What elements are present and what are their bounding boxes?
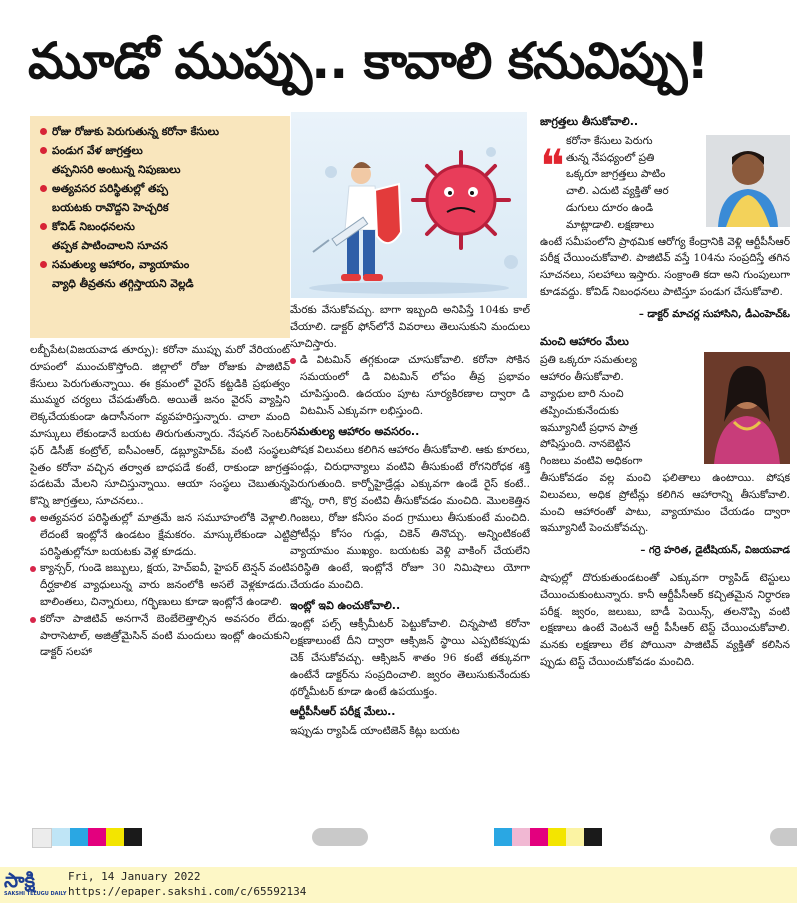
doctor-signature-line: – డాక్టర్ మాచర్ల సుహాసిని, డీఎంహెచ్ఓ [638,308,790,320]
highlight-line: అత్యవసర పరిస్థితుల్లో తప్ప [52,182,168,195]
registration-pill [312,828,368,846]
quote-line: డుగులు దూరం ఉండి [566,201,654,214]
highlight-line: సమతుల్య ఆహారం, వ్యాయామం [52,258,190,271]
article-paragraph: ఇంట్లో పల్స్ ఆక్సీమీటర్ పెట్టుకోవాలి. చిన్నపాటి కరోనా లక్షణాలుంటే దీని ద్వారా ఆక్సిజన్ స్థాయి ఎప్పటికప్పుడు చెక్ చేసుకోవచ్చు. ఆక్సిజన్ శాతం 96 కంటే తక్కువగా ఉంటేనే డాక్టర్‌ను సంప్రదించాలి. జ్వరం తెలుసుకునేందుకు థర్మోమీటర్ కూడా ఉంటే ఉపయుక్తం. [290,618,530,698]
syringe-icon [313,217,368,252]
subheading: సమతుల్య ఆహారం అవసరం.. [290,424,420,438]
quote-line: కరోనా కేసులు పెరుగు [566,134,653,147]
ground-shadow [309,282,509,294]
highlight-item [38,141,282,179]
small-virus-icon [325,166,337,178]
quote-block [540,133,790,234]
color-swatch [566,828,584,846]
color-swatch [52,828,70,846]
color-swatch [106,828,124,846]
quote-line: ఆహారం తీసుకోవాలి. [540,371,624,384]
epaper-url[interactable]: https://epaper.sakshi.com/c/65592134 [68,885,307,898]
highlight-line: తప్పక పాటించాలని సూచన [52,239,168,252]
highlight-item [38,217,282,255]
quote-line: తున్న నేపధ్యంలో ప్రతి [566,151,655,164]
article-paragraph: లబ్బీపేట(విజయవాడ తూర్పు): కరోనా ముప్పు మరో వేరియంట్ రూపంలో ముంచుకొస్తోంది. జిల్లాలో రోజు రోజుకు పాజిటివ్ కేసులు పెరుగుతున్నాయి. ఈ క్రమంలో వైరస్ కట్టడికి ప్రభుత్వం ముమ్మర చర్యలు చేపడుతోంది. అయితే జనం వైరస్ వ్యాప్తిని లెక్కచేయకుండా ఉదాసీనంగా వ్యవహరిస్తున్నారు. చాలా మంది మాస్కులు లేకుండానే బయట తిరుగుతున్నారు. నేషనల్ సెంటర్ ఫర్ డిసీజ్ కంట్రోల్, ఐసీఎంఆర్, డబ్ల్యూహెచ్ఓ వంటి సంస్థలు సైతం కరోనా వచ్చిన తర్వాత బాధపడే కంటే, రాకుండా జాగ్రత్త పడటమే మేలని సూచిస్తున్నాయి. ఆయా సంస్థలు చెబుతున్న కొన్ని జాగ్రత్తలు, సూచనలు.. [30,344,290,508]
article-column-3 [540,110,790,822]
highlight-line: కోవిడ్ నిబంధనలను [52,220,135,233]
doctor-photo [706,135,790,227]
article-bullet: కరోనా పాజిటివ్ అనగానే బెంబేలెత్తాల్సిన అవసరం లేదు. పారాసెటాల్, అజిత్రోమైసిన్ వంటి మందులు ఇంట్లో ఉంచుకుని డాక్టర్ సలహా [30,611,290,661]
dietitian-signature-line: – గర్రె హరిత, డైటీషియన్, విజయవాడ [640,545,790,557]
quote-line: వ్యాధుల బారి నుంచి [540,387,624,400]
article-paragraph: పోషక విలువలు కలిగిన ఆహారం తీసుకోవాలి. ఆకు కూరలు, పండ్లు, చిరుధాన్యాలు వంటివి తీసుకుంటే రోగనిరోధక శక్తి పెరుగుతుంది. కార్బోహైడ్రేడ్లు ఎక్కువగా ఉండే రైస్ కంటే.. జొన్న, రాగి, కొర్ర వంటివి తీసుకోవడం మంచిది. మొలకెత్తిన గింజలు, రోజు కనీసం వంద గ్రాములు తీసుకుంటే మంచిది. ప్రోటీన్లు కోసం గుడ్లు, చికెన్ తినొచ్చు. అన్నింటికంటే వ్యాయామం ముఖ్యం. బయటకు వెళ్లి వాకింగ్ చేయలేని పరిస్థితి ఉంటే, ఇంట్లోనే రోజూ 30 నిమిషాలు యోగా చేయడం మంచిది. [290,444,530,591]
quote-line: ఒక్కరూ జాగ్రత్తలు పాటిం [566,168,666,181]
quote-line: ప్రతి ఒక్కరూ సమతుల్య [540,354,637,367]
color-swatch [530,828,548,846]
color-registration-marks [494,828,602,846]
quote-line: తప్పించుకునేందుకు [540,404,619,417]
article-paragraph: ఉంటే సమీపంలోని ప్రాథమిక ఆరోగ్య కేంద్రానికి వెళ్లి ఆర్టీపీసీఆర్ పరీక్ష చేయించుకోవాలి. పాజిటివ్ వస్తే 104ను సంప్రదిస్తే తగిన సూచనలు, సలహాలు ఇస్తారు. సంక్రాంతి కదా అని గుంపులుగా కూడవద్దు. కోవిడ్ నిబంధనలు పాటిస్తూ పండుగ చేసుకోవాలి. [540,235,790,298]
quote-block [540,352,790,470]
color-registration-marks [32,828,142,848]
color-swatch [88,828,106,846]
virus-fight-graphic [291,112,527,298]
article-paragraph: మేరకు వేసుకోవచ్చు. బాగా ఇబ్బంది అనిపిస్తే 104కు కాల్ చేయాలి. డాక్టర్ ఫోన్‌లోనే వివరాలు తెలుసుకుని మందులు సూచిస్తారు. [290,304,530,350]
highlight-line: బయటకు రావొద్దని హెచ్చరిక [52,201,169,214]
subheading: ఇంట్లో ఇవి ఉంచుకోవాలి.. [290,598,401,612]
quote-mark-icon: ❝ [540,139,565,193]
color-swatch [548,828,566,846]
highlight-line: వ్యాధి తీవ్రతను తగ్గిస్తాయని వెల్లడి [52,277,194,290]
color-swatch [494,828,512,846]
highlights-box [30,116,290,338]
article-paragraph: తీసుకోవడం వల్ల మంచి ఫలితాలు ఉంటాయి. పోషక విలువలు, అధిక ప్రోటీన్లు కలిగిన ఆహారాన్ని తీసుకోవాలి. మంచి ఆహారంతో పాటు, వ్యాయామం చేయడం ద్వారా ఇమ్యూనిటీ పెంచుకోవచ్చు. [540,471,790,535]
small-virus-icon [504,255,518,269]
virus-fight-illustration [291,112,527,298]
sakshi-logo[interactable] [4,868,67,899]
footer-info [68,869,468,901]
color-swatch [70,828,88,846]
dietitian-photo [704,352,790,464]
small-virus-icon [486,147,496,157]
highlight-item [38,179,282,217]
publication-date: Fri, 14 January 2022 [68,870,201,883]
article-bullet: డి విటమిన్ తగ్గకుండా చూసుకోవాలి. కరోనా సోకిన సమయంలో డి విటమిన్ లోపం తీవ్ర ప్రభావం చూపిస్తుంది. ఉదయం పూట సూర్యకిరణాల ద్వారా డి విటమిన్ ఎక్కువగా లభిస్తుంది. [290,352,530,419]
color-swatch [512,828,530,846]
article-column-2 [290,302,530,822]
article-paragraph: ఇప్పుడు ర్యాపిడ్ యాంటిజెన్ కిట్లు బయట [290,725,460,738]
highlight-line: తప్పనిసరి అంటున్న నిపుణులు [52,163,181,176]
quote-line: గింజలు వంటివి అధికంగా [540,455,643,468]
highlight-line: రోజు రోజుకు పెరుగుతున్న కరోనా కేసులు [52,125,219,138]
highlight-item [38,122,282,141]
color-swatch [124,828,142,846]
virus-icon [413,152,509,248]
subheading: మంచి ఆహారం మేలు [540,334,629,348]
quote-line: పోషిస్తుంది. నానబెట్టిన [540,438,631,451]
subheading: జాగ్రత్తలు తీసుకోవాలి.. [540,115,639,128]
headline: మూడో ముప్పు.. కావాలి కనువిప్పు! [28,32,709,90]
quote-line: మాట్లాడాలి. లక్షణాలు [566,218,655,231]
article-column-1 [30,342,290,822]
quote-line: చాలి. ఎదుటి వ్యక్తితో ఆర [566,185,669,198]
article-bullet: క్యాన్సర్, గుండె జబ్బులు, క్షయ, హెచ్ఐవీ, హైపర్ టెన్షన్ వంటి దీర్ఘకాలిక వ్యాధులున్న వారు జనంలోకి అసలే వెళ్లకూడదు. బాలింతలు, చిన్నారులు, గర్భిణులు కూడా ఇంట్లోనే ఉండాలి. [30,560,290,610]
highlight-item [38,255,282,293]
color-swatch [32,828,52,848]
logo-subtext: SAKSHI TELUGU DAILY [4,891,67,897]
highlight-line: పండుగ వేళ జాగ్రత్తలు [52,144,143,157]
article-bullet: అత్యవసర పరిస్థితుల్లో మాత్రమే జన సమూహంలోకి వెళ్లాలి. లేదంటే ఇంట్లోనే ఉండటం క్షేమకరం. మాస్కులేకుండా ఎట్టి పరిస్థితుల్లోనూ బయటకు వెళ్ల కూడదు. [30,510,290,560]
quote-line: ఇమ్యూనిటీ ప్రధాన పాత్ర [540,421,638,434]
subheading: ఆర్టీపీసీఆర్ పరీక్ష మేలు.. [290,705,396,719]
registration-pill [770,828,797,846]
article-paragraph: షాపుల్లో దొరుకుతుండటంతో ఎక్కువగా ర్యాపిడ్ టెస్టులు చేయించుకుంటున్నారు. కానీ ఆర్టీపీసీఆర్ కచ్చితమైన నిర్ధారణ పరీక్ష. జ్వరం, జలుబు, బాడీ పెయిన్స్, తలనొప్పి వంటి లక్షణాలు ఉంటే వెంటనే ఆర్టీ పీసీఆర్ టెస్ట్ చేయించుకోవాలి. మనకు లక్షణాలు లేక పోయినా పాజిటివ్ వ్యక్తితో కలిసిన ప్పుడు టెస్ట్ చేయించుకోవడం మంచిది. [540,571,790,668]
color-swatch [584,828,602,846]
shield-icon [375,184,401,243]
logo-text: సాక్షి [4,868,36,892]
